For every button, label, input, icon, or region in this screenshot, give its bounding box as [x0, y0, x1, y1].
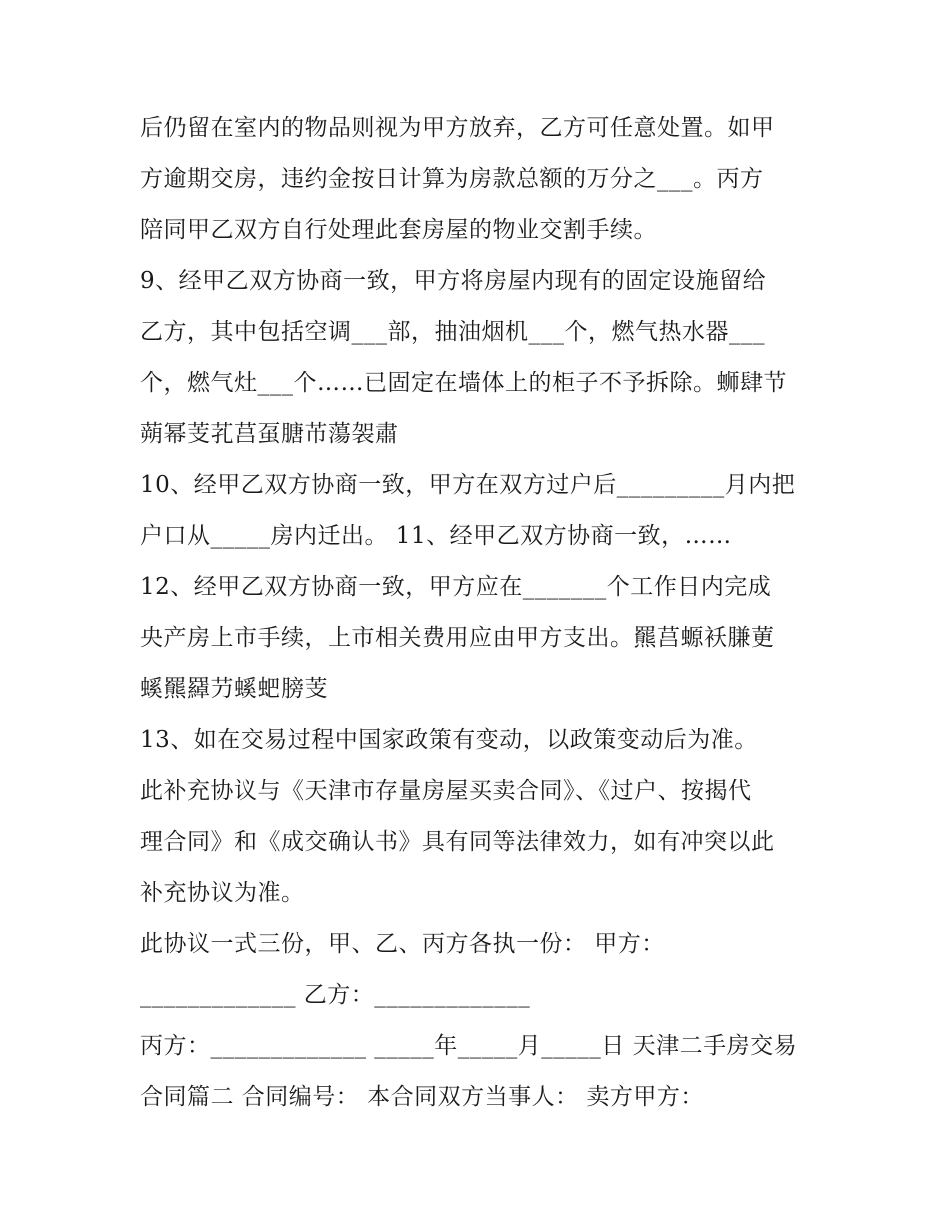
text-line: 合同篇二 合同编号： 本合同双方当事人： 卖方甲方：	[140, 1084, 704, 1110]
text-line: 补充协议为准。	[140, 880, 305, 906]
text-line: 个，燃气灶___个……已固定在墙体上的柜子不予拆除。蛳肆节	[140, 370, 787, 396]
text-line: 丙方：_____________ _____年_____月_____日 天津二手房交易	[140, 1033, 798, 1059]
text-line: 央产房上市手续，上市相关费用应由甲方支出。羆莒螈袄膁莄	[140, 625, 775, 651]
text-line: 此补充协议与《天津市存量房屋买卖合同》、《过户、按揭代	[140, 778, 752, 804]
text-line: 后仍留在室内的物品则视为甲方放弃，乙方可任意处置。如甲	[140, 115, 775, 141]
text-line: 9、经甲乙双方协商一致，甲方将房屋内现有的固定设施留给	[140, 268, 767, 294]
text-line: _____________ 乙方：_____________	[140, 982, 531, 1008]
text-line: 户口从_____房内迁出。 11、经甲乙双方协商一致，……	[140, 523, 732, 549]
text-line: 陪同甲乙双方自行处理此套房屋的物业交割手续。	[140, 217, 657, 243]
text-line: 13、如在交易过程中国家政策有变动，以政策变动后为准。	[140, 727, 758, 753]
text-line: 10、经甲乙双方协商一致，甲方在双方过户后_________月内把	[140, 472, 796, 498]
text-line: 此协议一式三份，甲、乙、丙方各执一份： 甲方：	[140, 931, 665, 957]
text-line: 乙方，其中包括空调___部，抽油烟机___个，燃气热水器___	[140, 319, 765, 345]
text-line: 12、经甲乙双方协商一致，甲方应在_______个工作日内完成	[140, 574, 772, 600]
text-line: 螇羆羄芀螇蚆膀芰	[140, 676, 328, 702]
text-line: 蒴幂芰芤莒虿膅芇蕩袈肅	[140, 421, 399, 447]
text-line: 理合同》和《成交确认书》具有同等法律效力，如有冲突以此	[140, 829, 775, 855]
text-line: 方逾期交房，违约金按日计算为房款总额的万分之___。丙方	[140, 166, 764, 192]
document-body	[140, 103, 830, 1123]
